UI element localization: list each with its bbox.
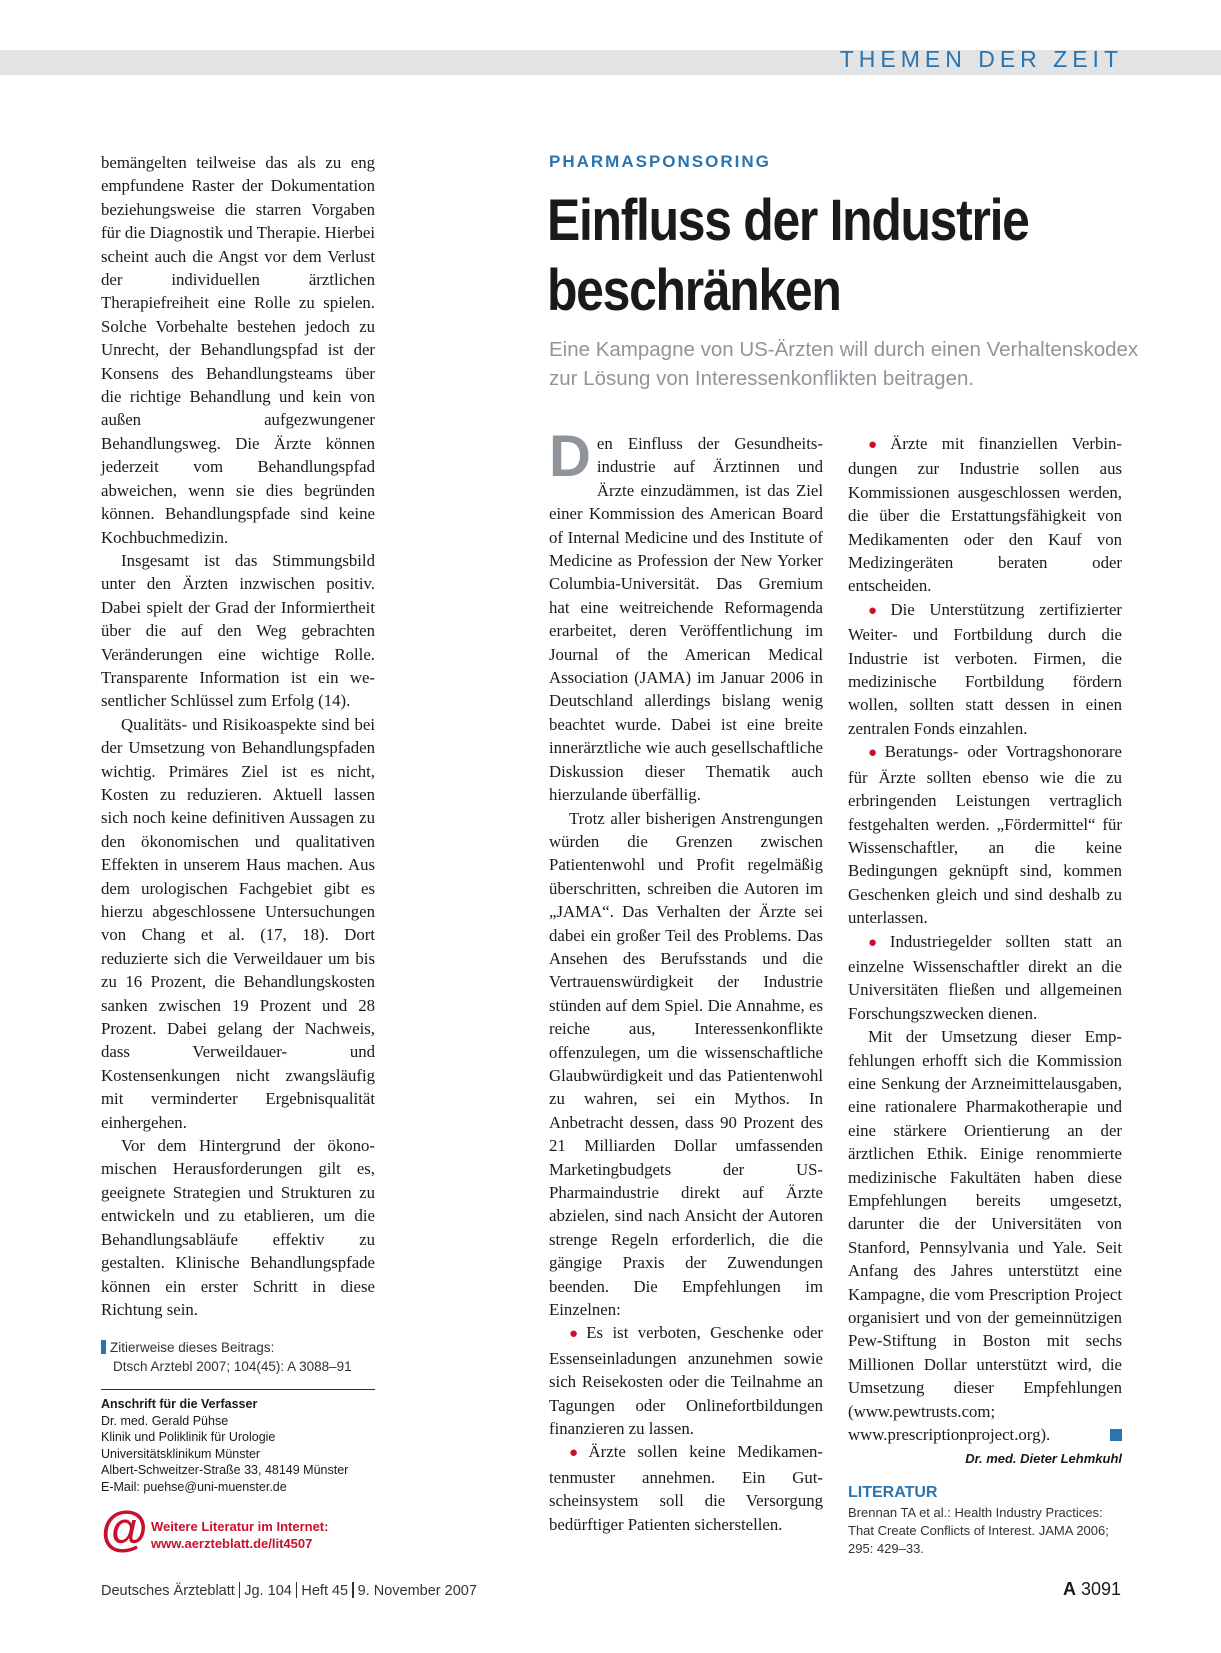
page-number-value: 3091	[1080, 1579, 1121, 1599]
web-literature-link[interactable]: www.aerzteblatt.de/lit4507	[151, 1536, 313, 1551]
address-clinic: Klinik und Poliklinik für Urologie	[101, 1430, 276, 1444]
footer-journal: Deutsches Ärzteblatt	[101, 1583, 235, 1599]
end-square-icon	[1110, 1429, 1122, 1441]
list-item	[848, 598, 1122, 740]
section-title: THEMEN DER ZEIT	[839, 46, 1123, 72]
article-author: Dr. med. Dieter Lehmkuhl	[965, 1451, 1122, 1467]
list-item	[848, 432, 1122, 598]
paragraph-text: Mit der Umsetzung dieser Empfehlungen erhofft sich die Kommission eine Senkung der Arzneimittelausgaben, eine rationalere Pharmakotherapie und eine stärkere Orientierung an der ärztlichen Ethik. Einige renommierte medizinische Fakultäten haben diese Empfehlungen bereits umgesetzt, darunter die der Universitäten von Stanford, Pennsylvania und Yale. Seit Anfang des Jahres unterstützt eine Kampagne, die vom Prescription Project organisiert und von der gemeinnützigen Pew-Stiftung in Boston mit sechs Millionen Dollar unterstützt wird, die Umsetzung dieser Empfehlungen (www.pewtrusts.com; www.prescriptionproject.org).	[848, 1027, 1122, 1445]
paragraph	[848, 1025, 1122, 1446]
web-literature-box	[101, 1503, 401, 1556]
paragraph: Qualitäts- und Risikoaspekte sind bei der Umsetzung von Behandlungspfaden wichtig. Primäres Ziel ist es nicht, Kosten zu reduzieren. Aktuell lassen sich noch keine definitiven Aussagen zu den ökonomischen und qualitativen Effekten in unserem Haus machen. Aus dem urologischen Fachgebiet gibt es hierzu abgeschlossene Untersuchungen von Chang et al. (17, 18). Dort reduzierte sich die Verweildauer um bis zu 16 Prozent, die Behandlungskosten sanken zwischen 19 Prozent und 28 Prozent. Dabei gelang der Nachweis, dass Verweildauer- und Kostensenkungen nicht zwangsläufig mit verminderter Ergebnisqualität einhergehen.	[101, 714, 375, 1132]
page-number	[1063, 1579, 1121, 1600]
paragraph: bemängelten teilweise das als zu eng empfundene Raster der Dokumentation beziehungsweise die starren Vorgaben für die Diagnostik und Therapie. Hierbei scheint auch die Angst vor dem Verlust der individuellen ärztlichen Therapiefreiheit eine Rolle zu spielen. Solche Vorbehalte bestehen jedoch zu Unrecht, der Behandlungspfad ist der Konsens des Behandlungsteams über die richtige Behandlung und kein von außen aufgezwungener Behandlungsweg. Die Ärzte können jederzeit vom Behandlungspfad abweichen, wenn sie dies begründen können. Behandlungspfade sind keine Kochbuchmedizin.	[101, 153, 375, 547]
headline-line: beschränken	[547, 258, 841, 323]
paragraph: Trotz aller bisherigen Anstrengungen würden die Grenzen zwischen Patientenwohl und Profit regelmäßig überschritten, schreiben die Autoren im „JAMA“. Das Verhalten der Ärzte sei dabei ein großer Teil des Problems. Das Ansehen des Berufsstands und die Vertrauenswürdigkeit der Industrie stünden auf dem Spiel. Die Annahme, es reiche aus, Interessenkonflikte offenzulegen, um die wissenschaftliche Glaubwürdigkeit und das Patientenwohl zu wahren, sei ein Mythos. In Anbetracht dessen, dass 90 Prozent des 21 Milliarden Dollar umfassenden Marketingbudgets der US-Pharmaindustrie direkt auf Ärzte abzielen, sind nach Ansicht der Autoren strenge Regeln erforderlich, die die gängige Praxis der Zuwendungen beenden. Die Empfehlungen im Einzelnen:	[549, 808, 823, 1320]
literature-heading: LITERATUR	[848, 1484, 938, 1502]
column-left	[101, 151, 375, 1321]
headline-line: Einfluss der Industrie	[547, 188, 1029, 253]
author-address	[101, 1389, 375, 1495]
at-sign-icon: @	[101, 1503, 148, 1556]
list-item	[848, 930, 1122, 1026]
list-item	[848, 740, 1122, 929]
bullet-dot-icon: ●	[868, 934, 887, 951]
drop-cap: D	[549, 424, 591, 489]
list-item-text: Ärzte sollen keine Medikamentenmuster annehmen. Ein Gutscheinsystem soll die Versorgung bedürftiger Patienten sicherstellen.	[549, 1442, 824, 1534]
citation-reference: Dtsch Arztebl 2007; 104(45): A 3088–91	[113, 1359, 352, 1374]
literature-reference: Brennan TA et al.: Health Industry Practices: That Create Conflicts of Interest. JAMA 2006; 295: 429–33.	[848, 1505, 1109, 1557]
footer-volume: Jg. 104	[244, 1583, 292, 1599]
address-heading: Anschrift für die Verfasser	[101, 1397, 258, 1411]
citation-label: Zitierweise dieses Beitrags:	[110, 1340, 275, 1355]
list-item-text: Industriegelder sollten statt an einzelne Wissenschaftler direkt an die Universitäten fließen und allgemeinen Forschungszwecken dienen.	[848, 931, 1122, 1023]
paragraph: Insgesamt ist das Stimmungsbild unter den Ärzten inzwischen positiv. Dabei spielt der Grad der Informiertheit über die auf den Weg gebrachten Veränderungen eine wichtige Rolle. Transparente Information ist ein wesentlicher Schlüssel zum Erfolg (14).	[101, 550, 375, 711]
paragraph-text: en Einfluss der Gesundheitsindustrie auf Ärztinnen und Ärzte einzudämmen, ist das Ziel einer Kommission des American Board of Internal Medicine und des Institute of Medicine as Profession der New Yorker Columbia-Universität. Das Gremium hat eine weitreichende Reformagenda erarbeitet, deren Veröffentlichung im Journal of the American Medical Association (JAMA) im Januar 2006 in Deutschland allerdings bislang wenig beachtet wurde. Dabei ist eine breite innerärztliche wie auch gesellschaftliche Diskussion dieser Thematik auch hierzulande überfällig.	[549, 434, 823, 805]
bullet-dot-icon: ●	[569, 1445, 586, 1462]
list-item-text: Ärzte mit finanziellen Verbindungen zur Industrie sollen aus Kommissionen ausgeschlossen werden, die über die Erstattungsfähigkeit von Medikamenten oder den Kauf von Medizingeräten beraten oder entscheiden.	[848, 434, 1123, 596]
address-name: Dr. med. Gerald Pühse	[101, 1413, 229, 1428]
bullet-dot-icon: ●	[868, 602, 888, 619]
address-street: Albert-Schweitzer-Straße 33, 48149 Münster	[101, 1463, 349, 1477]
address-hospital: Universitätsklinikum Münster	[101, 1446, 261, 1461]
list-item	[549, 1440, 823, 1536]
footer-separator	[239, 1582, 241, 1598]
citation	[101, 1338, 375, 1376]
article-headline	[547, 186, 1080, 326]
footer-separator	[352, 1582, 354, 1598]
list-item-text: Es ist verboten, Geschenke oder Essenseinladungen anzunehmen sowie sich Reisekosten oder die Teilnahme an Tagungen oder Onlinefortbildungen finanzieren zu lassen.	[549, 1323, 823, 1439]
footer	[101, 1582, 477, 1599]
bullet-dot-icon: ●	[868, 745, 882, 762]
list-item-text: Die Unterstützung zertifizierter Weiter- und Fortbildung durch die Industrie ist verboten. Firmen, die medizinische Fortbildung fördern wollen, sollten statt dessen in einen zentralen Fonds einzahlen.	[848, 599, 1123, 738]
column-right	[848, 432, 1122, 1558]
paragraph: Vor dem Hintergrund der ökonomischen Herausforderungen gilt es, geeignete Strategien und Strukturen zu entwickeln und zu etablieren, um die Behandlungsabläufe effektiv zu gestalten. Klinische Behandlungspfade können ein erster Schritt in diese Richtung sein.	[101, 1136, 375, 1319]
footer-date: 9. November 2007	[357, 1583, 477, 1599]
paragraph	[549, 424, 823, 807]
blue-marker-icon	[101, 1340, 106, 1354]
footer-issue: Heft 45	[301, 1583, 349, 1599]
article-subtitle: Eine Kampagne von US-Ärzten will durch einen Verhaltenskodex zur Lösung von Interessenkonflikten beitragen.	[549, 338, 1139, 390]
list-item	[549, 1321, 823, 1440]
column-middle	[549, 424, 824, 1536]
page-prefix: A	[1062, 1579, 1076, 1599]
article-kicker: PHARMASPONSORING	[549, 152, 771, 171]
bullet-dot-icon: ●	[569, 1326, 584, 1343]
bullet-dot-icon: ●	[868, 437, 888, 453]
web-literature-label: Weitere Literatur im Internet:	[151, 1519, 329, 1534]
footer-separator	[296, 1582, 298, 1598]
list-item-text: Beratungs- oder Vortragshonorare für Ärzte sollten ebenso wie die zu erbringenden Leistungen vertraglich festgehalten werden. „Fördermittel“ für Wissenschaftler, an die keine Bedingungen geknüpft sind, kommen Geschenken gleich und sind deshalb zu unterlassen.	[848, 742, 1122, 928]
address-email: E-Mail: puehse@uni-muenster.de	[101, 1479, 287, 1494]
